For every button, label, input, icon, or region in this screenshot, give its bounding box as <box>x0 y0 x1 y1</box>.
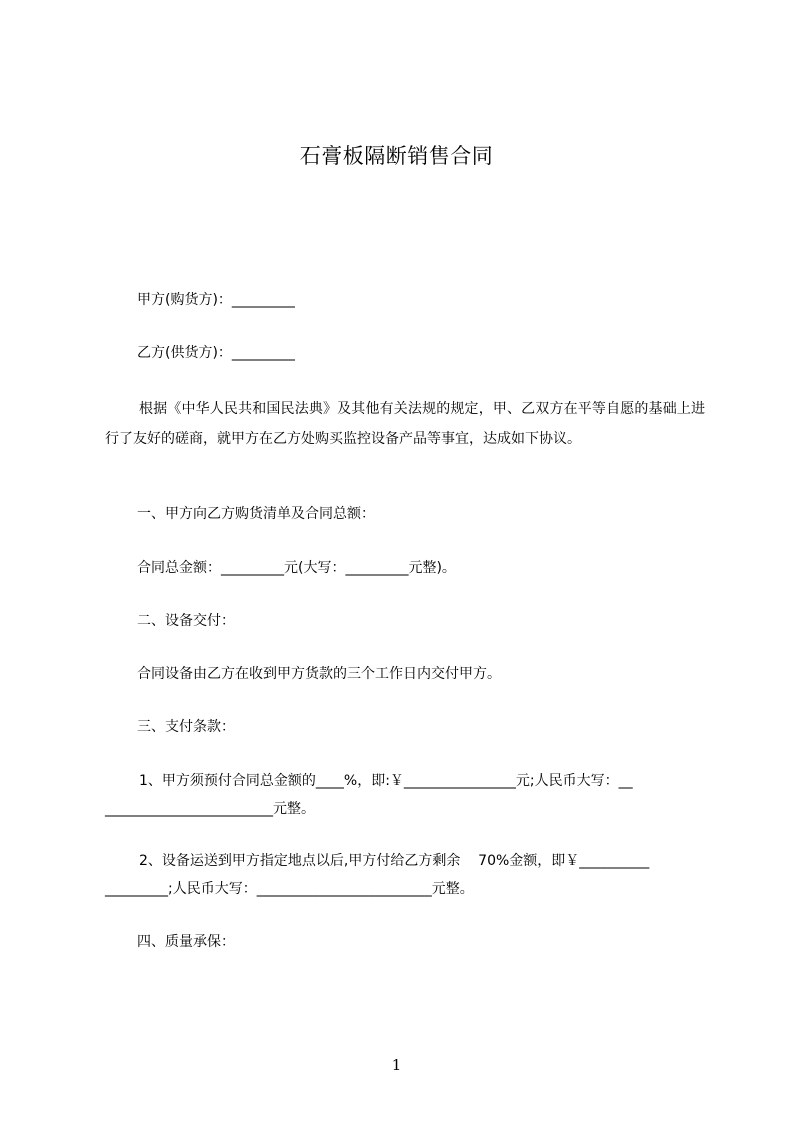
total-amount-line: 合同总金额：_________元(大写：_________元整)。 <box>137 560 456 576</box>
payment-1-line-2: ________________________元整。 <box>105 801 315 817</box>
section-1-heading: 一、甲方向乙方购货清单及合同总额： <box>137 506 375 522</box>
page-number: 1 <box>391 1056 402 1074</box>
payment-2-line-2: _________;人民币大写：_________________________元整。 <box>105 881 474 897</box>
document-title: 石膏板隔断销售合同 <box>299 144 494 168</box>
section-2-heading: 二、设备交付： <box>137 613 235 629</box>
payment-2-line-1: 2、设备运送到甲方指定地点以后,甲方付给乙方剩余 70%金额，即￥__________ <box>139 853 650 869</box>
payment-1-line-1: 1、甲方须预付合同总金额的____%，即:￥________________元;人民币大写：__ <box>139 773 633 789</box>
preamble-paragraph: 根据《中华人民共和国民法典》及其他有关法规的规定，甲、乙双方在平等自愿的基础上进行了友好的磋商，就甲方在乙方处购买监控设备产品等事宜，达成如下协议。 <box>105 401 705 447</box>
section-3-heading: 三、支付条款： <box>137 719 235 735</box>
section-4-heading: 四、质量承保： <box>137 934 235 950</box>
party-b-line: 乙方(供货方)：_________ <box>137 345 295 361</box>
delivery-line: 合同设备由乙方在收到甲方货款的三个工作日内交付甲方。 <box>137 666 501 682</box>
party-a-line: 甲方(购货方)：_________ <box>137 292 295 308</box>
